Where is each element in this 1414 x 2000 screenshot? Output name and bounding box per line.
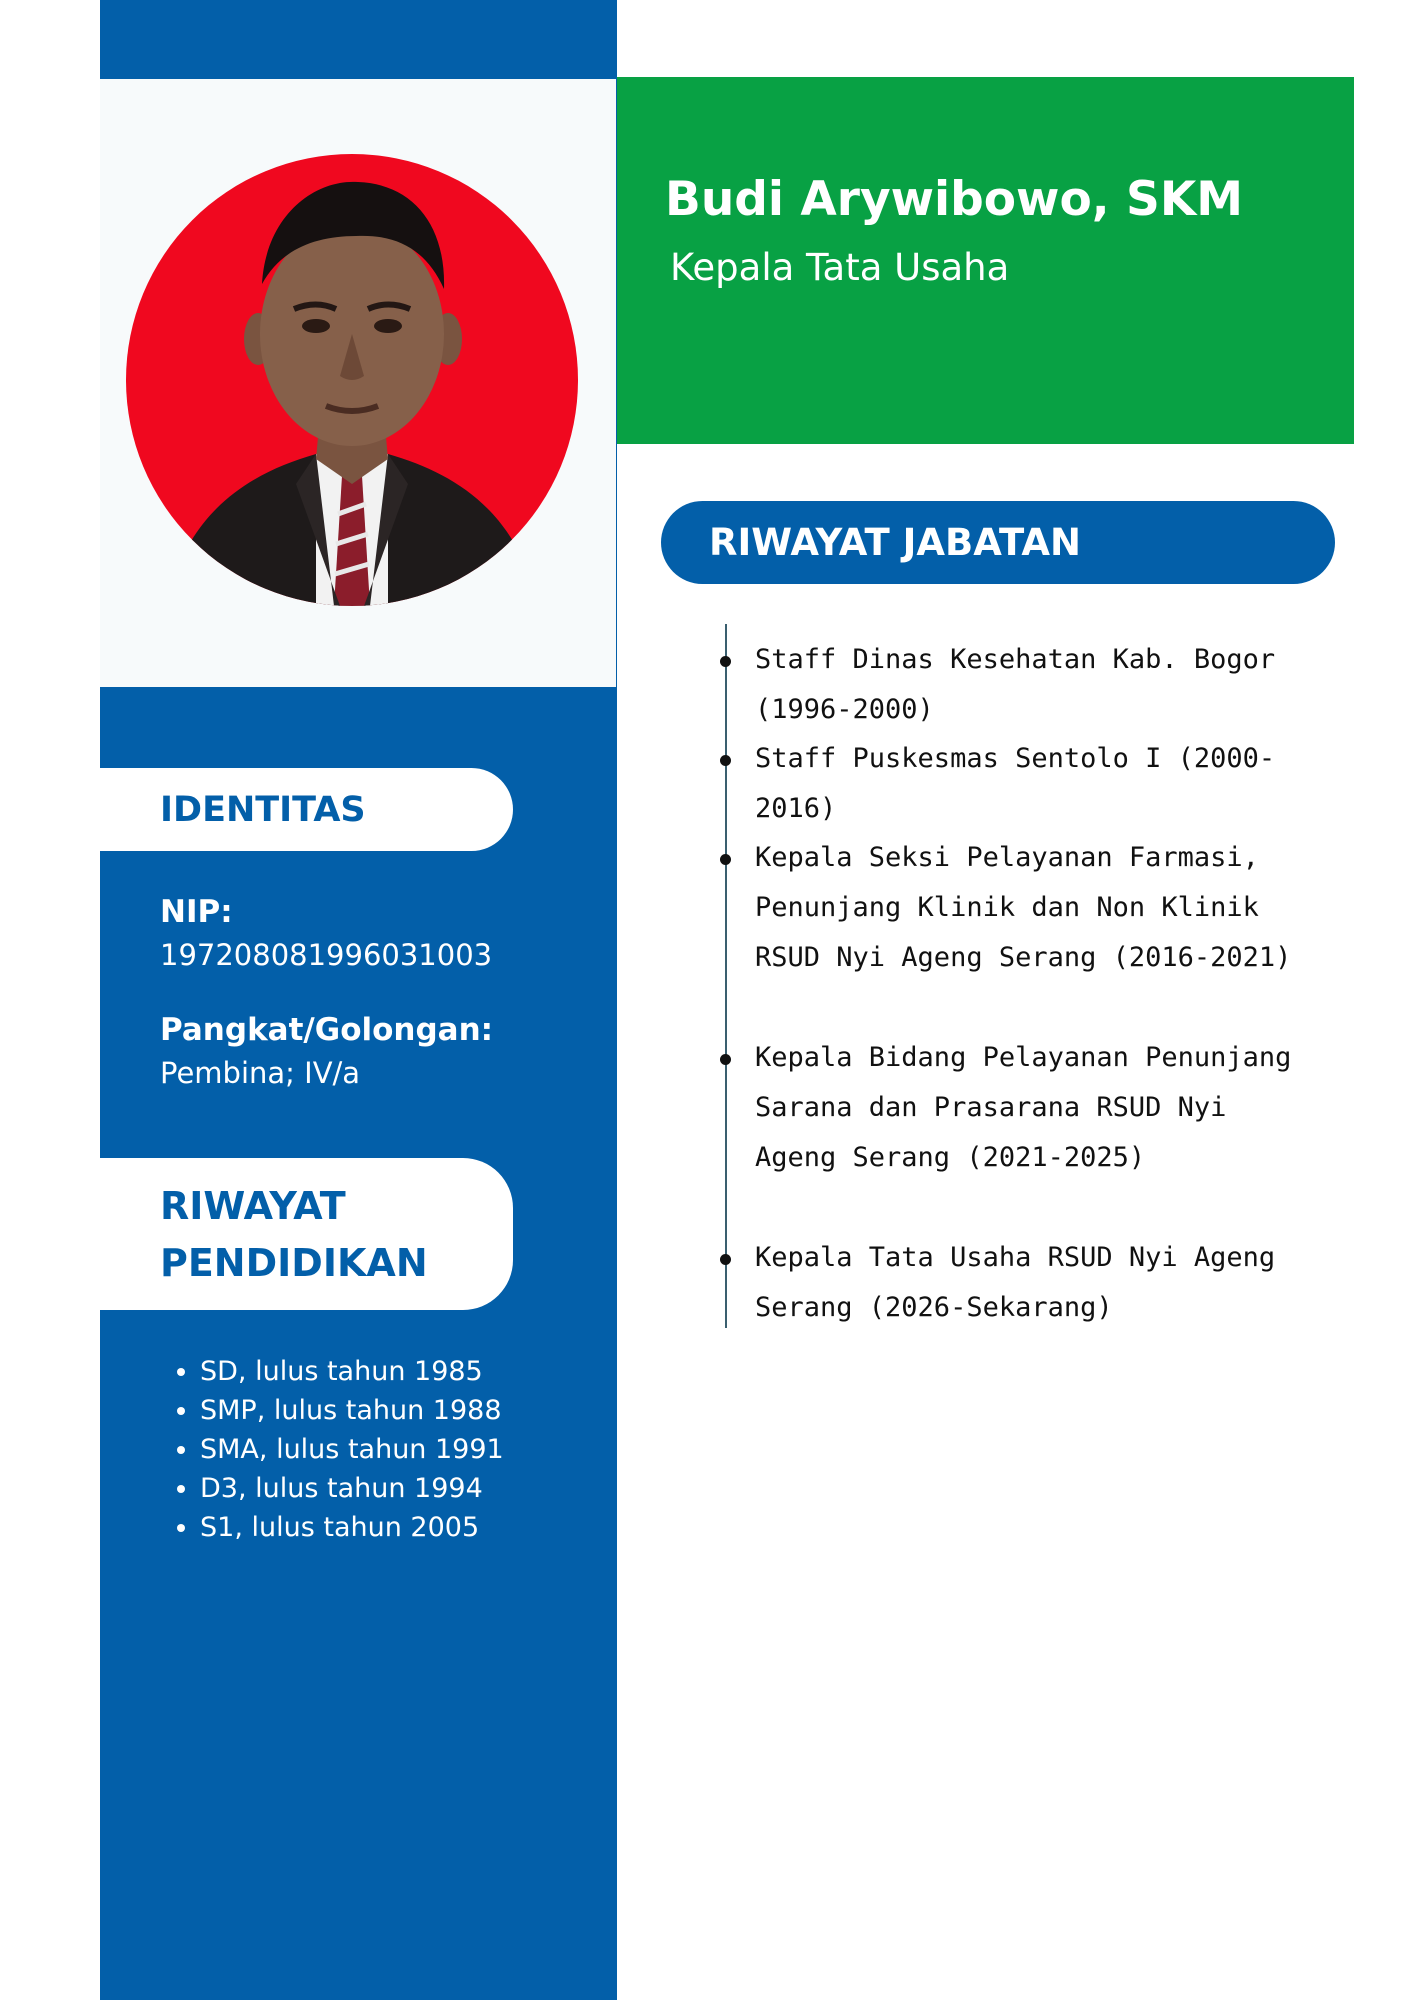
- profile-photo: [126, 154, 578, 606]
- list-item: • D3, lulus tahun 1994: [200, 1469, 504, 1508]
- pangkat-value: Pembina; IV/a: [160, 1056, 361, 1090]
- list-item: • SD, lulus tahun 1985: [200, 1352, 504, 1391]
- list-item: Kepala Bidang Pelayanan Penunjang Sarana dan Prasarana RSUD Nyi Ageng Serang (2021-2025): [755, 1042, 1292, 1173]
- timeline-dot-icon: [720, 1054, 731, 1065]
- timeline-dot-icon: [720, 1254, 731, 1265]
- identitas-heading: IDENTITAS: [100, 768, 513, 851]
- list-item: Kepala Tata Usaha RSUD Nyi Ageng Serang (2026-Sekarang): [755, 1242, 1276, 1323]
- list-item: Staff Dinas Kesehatan Kab. Bogor (1996-2000): [755, 644, 1276, 725]
- nip-value: 197208081996031003: [160, 938, 493, 972]
- timeline-dot-icon: [720, 854, 731, 865]
- timeline-dot-icon: [720, 755, 731, 766]
- list-item: • S1, lulus tahun 2005: [200, 1508, 504, 1547]
- person-position: Kepala Tata Usaha: [670, 246, 1010, 289]
- list-item: • SMA, lulus tahun 1991: [200, 1430, 504, 1469]
- list-item: • SMP, lulus tahun 1988: [200, 1391, 504, 1430]
- timeline-dot-icon: [720, 656, 731, 667]
- jabatan-heading: RIWAYAT JABATAN: [661, 501, 1335, 584]
- list-item: Kepala Seksi Pelayanan Farmasi, Penunjang Klinik dan Non Klinik RSUD Nyi Ageng Serang (2016-2021): [755, 842, 1292, 973]
- nip-label: NIP:: [160, 894, 233, 930]
- timeline-line: [725, 624, 727, 1328]
- list-item: Staff Puskesmas Sentolo I (2000-2016): [755, 743, 1276, 824]
- education-list: [160, 1352, 504, 1547]
- pendidikan-heading-line1: RIWAYAT: [160, 1184, 346, 1228]
- pendidikan-heading-line2: PENDIDIKAN: [160, 1241, 428, 1285]
- pangkat-label: Pangkat/Golongan:: [160, 1012, 494, 1048]
- pendidikan-heading: [100, 1158, 513, 1310]
- person-name: Budi Arywibowo, SKM: [665, 172, 1244, 227]
